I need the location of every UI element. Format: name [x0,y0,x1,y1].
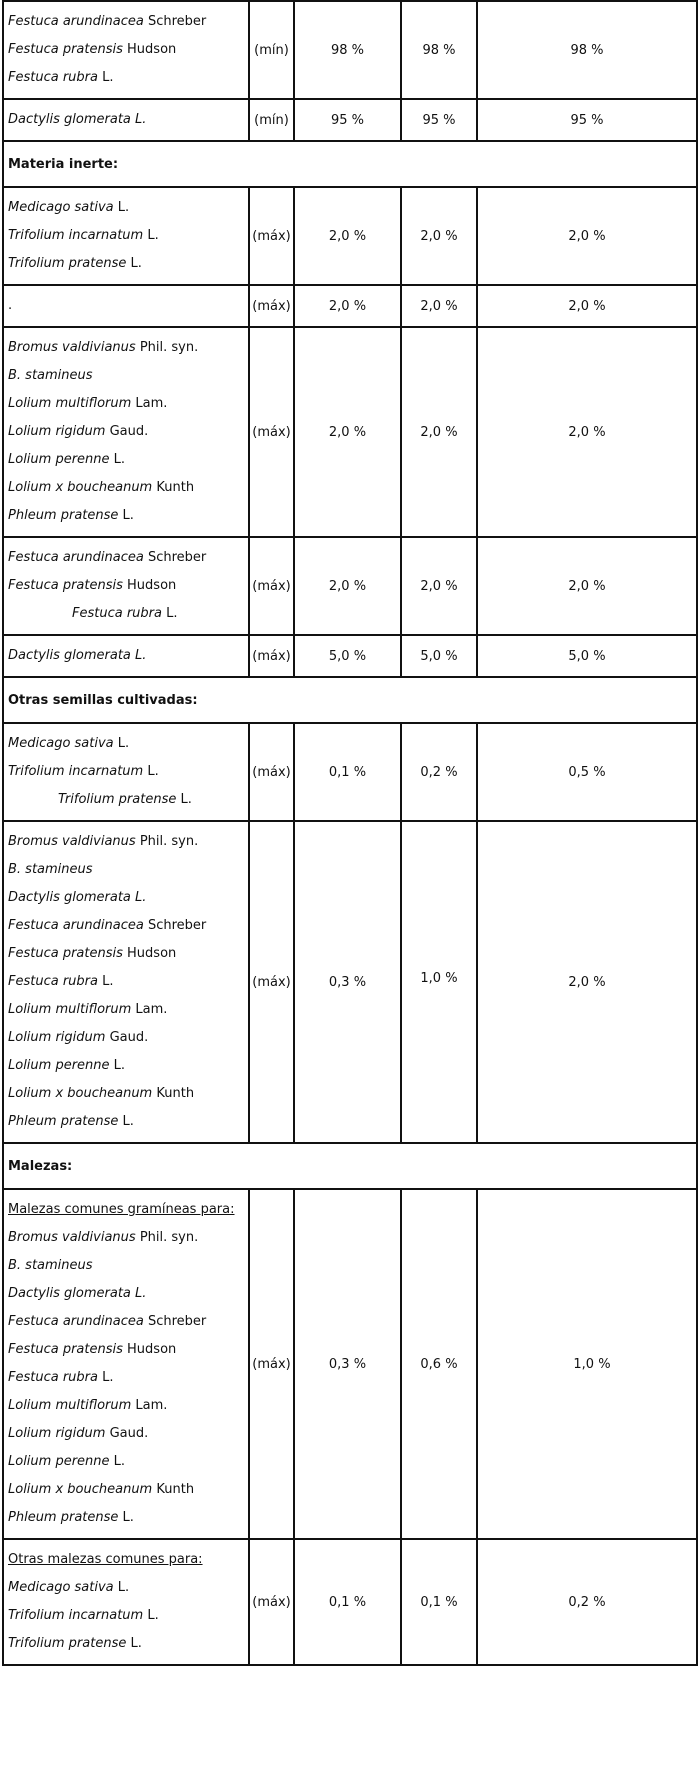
species-name: Dactylis glomerata L. [8,112,147,127]
species-name: Festuca rubra [8,70,98,85]
species-author: Phil. syn. [139,340,199,355]
species-name: Medicago sativa [8,200,114,215]
table-row [3,187,697,285]
species-author: Schreber [147,14,207,29]
value-cell-v2 [401,1189,477,1539]
seed-quality-table [2,0,698,1666]
species-name: Bromus valdivianus [8,834,136,849]
species-author: Hudson [127,578,177,593]
value-text: 2,0 % [328,424,367,440]
table-row [3,99,697,141]
species-line [8,446,248,474]
value-cell-v2 [401,327,477,537]
species-name: Trifolium incarnatum [8,1608,144,1623]
species-line [8,912,248,940]
species-line [8,544,248,572]
species-line [8,1280,248,1308]
species-line [8,1574,248,1602]
value-text: 2,0 % [568,578,606,594]
species-name: Phleum pratense [8,508,119,523]
species-line [8,194,248,222]
species-line [8,1224,248,1252]
species-name: Dactylis glomerata L. [8,890,147,905]
species-name: Medicago sativa [8,1580,114,1595]
table-row [3,635,697,677]
value-text: 2,0 % [328,228,367,244]
value-text: 2,0 % [568,424,606,440]
species-name: B. stamineus [8,368,93,383]
section-row [3,141,697,187]
limit-cell: (máx) [249,723,294,821]
species-line [8,1308,248,1336]
value-text: 5,0 % [328,648,367,664]
table-row [3,1189,697,1539]
table-row [3,1,697,99]
species-line [8,8,248,36]
value-text: 2,0 % [420,228,458,244]
species-line [8,418,248,446]
species-line [8,1602,248,1630]
species-name: Festuca arundinacea [8,918,144,933]
value-cell-v1 [294,1189,401,1539]
species-name: Lolium multiflorum [8,1002,132,1017]
value-cell-v1 [294,285,401,327]
species-cell [3,821,249,1143]
species-name: Lolium rigidum [8,1030,106,1045]
table-row [3,327,697,537]
value-text: 2,0 % [328,298,367,314]
species-name: Lolium x boucheanum [8,1482,153,1497]
value-text: 2,0 % [420,578,458,594]
species-line [8,884,248,912]
species-author: L. [117,736,130,751]
species-line [8,1336,248,1364]
species-line [8,64,248,92]
value-text: 95 % [570,112,604,128]
species-name: Lolium rigidum [8,1426,106,1441]
species-author: L. [102,1370,114,1385]
value-cell-v1 [294,821,401,1143]
species-cell [3,187,249,285]
species-name: Lolium multiflorum [8,396,132,411]
species-author: L. [113,1058,126,1073]
species-author: L. [147,764,159,779]
value-cell-v2 [401,187,477,285]
species-cell [3,285,249,327]
species-line [8,106,248,134]
species-name: Lolium x boucheanum [8,480,153,495]
species-author: L. [113,1454,126,1469]
species-cell [3,1189,249,1539]
species-line [8,1108,248,1136]
species-cell [3,99,249,141]
species-name: Festuca pratensis [8,578,123,593]
section-title: Malezas: [3,1143,697,1189]
section-row [3,677,697,723]
value-cell-v1 [294,537,401,635]
group-heading: Malezas comunes gramíneas para: [8,1202,235,1217]
species-cell [3,1539,249,1665]
section-title: Otras semillas cultivadas: [3,677,697,723]
species-name: Trifolium pratense [58,792,177,807]
species-line [8,642,248,670]
species-name: Festuca rubra [72,606,162,621]
species-name: Festuca arundinacea [8,1314,144,1329]
species-name: Trifolium incarnatum [8,228,144,243]
value-text: 98 % [330,42,365,58]
species-author: L. [166,606,178,621]
species-author: Lam. [135,1398,168,1413]
species-author: L. [130,256,142,271]
species-name: Medicago sativa [8,736,114,751]
species-author: L. [147,1608,159,1623]
value-text: 0,1 % [328,1594,367,1610]
table-row [3,723,697,821]
species-author: L. [117,1580,130,1595]
species-line [8,1024,248,1052]
species-name: Festuca pratensis [8,1342,123,1357]
species-name: Festuca arundinacea [8,550,144,565]
value-cell-v3 [477,1189,697,1539]
value-cell-v3 [477,187,697,285]
species-name: Phleum pratense [8,1510,119,1525]
species-author: Kunth [156,480,195,495]
species-author: Gaud. [109,424,149,439]
species-author: L. [102,974,114,989]
value-cell-v3 [477,99,697,141]
species-line [8,334,248,362]
value-text: 1,0 % [573,1356,611,1372]
value-cell-v2 [401,821,477,1143]
species-line [8,572,248,600]
value-cell-v3 [477,821,697,1143]
species-line [8,730,248,758]
value-cell-v1 [294,635,401,677]
species-author: L. [102,70,114,85]
species-author: Kunth [156,1482,195,1497]
species-cell [3,723,249,821]
species-line [8,828,248,856]
species-line [8,968,248,996]
species-name: Bromus valdivianus [8,340,136,355]
value-text: 0,1 % [328,764,367,780]
species-author: Gaud. [109,1030,149,1045]
value-text: 0,3 % [328,1356,367,1372]
value-cell-v1 [294,723,401,821]
value-cell-v2 [401,1539,477,1665]
species-line [8,600,248,628]
limit-cell: (máx) [249,285,294,327]
species-name: Trifolium pratense [8,1636,127,1651]
species-author: L. [122,1510,134,1525]
species-line [8,222,248,250]
species-author: L. [180,792,192,807]
value-text: 2,0 % [328,578,367,594]
species-line [8,856,248,884]
species-name: Festuca rubra [8,974,98,989]
table-row [3,821,697,1143]
value-cell-v3 [477,723,697,821]
value-cell-v3 [477,1,697,99]
table-body [3,1,697,1665]
species-author: Hudson [127,1342,177,1357]
species-name: Festuca pratensis [8,42,123,57]
species-name: Lolium rigidum [8,424,106,439]
species-line [8,1420,248,1448]
value-cell-v2 [401,1,477,99]
limit-cell: (máx) [249,327,294,537]
value-text: 0,2 % [420,764,458,780]
value-text: 98 % [422,42,456,58]
species-name: Trifolium incarnatum [8,764,144,779]
species-cell [3,635,249,677]
value-text: 2,0 % [568,974,606,990]
value-cell-v1 [294,327,401,537]
group-heading: Otras malezas comunes para: [8,1552,203,1567]
species-cell [3,327,249,537]
species-line [8,1052,248,1080]
species-line [8,1504,248,1532]
limit-cell: (máx) [249,187,294,285]
species-line [8,36,248,64]
value-cell-v3 [477,1539,697,1665]
value-text: 2,0 % [568,298,606,314]
species-author: . [8,298,13,313]
species-author: Schreber [147,918,207,933]
species-line [8,362,248,390]
value-text: 5,0 % [420,648,458,664]
species-name: Dactylis glomerata L. [8,648,147,663]
section-title: Materia inerte: [3,141,697,187]
value-text: 0,2 % [568,1594,606,1610]
species-author: Hudson [127,42,177,57]
value-text: 2,0 % [420,424,458,440]
species-author: L. [122,508,134,523]
species-line [8,1080,248,1108]
species-line [8,1364,248,1392]
value-cell-v1 [294,99,401,141]
species-name: Lolium perenne [8,1454,110,1469]
species-name: Festuca arundinacea [8,14,144,29]
species-author: L. [113,452,126,467]
species-line [8,292,248,320]
limit-cell: (máx) [249,821,294,1143]
value-text: 98 % [570,42,604,58]
species-name: B. stamineus [8,862,93,877]
value-cell-v3 [477,285,697,327]
value-text: 2,0 % [568,228,606,244]
species-name: Bromus valdivianus [8,1230,136,1245]
species-line [8,1476,248,1504]
species-author: Phil. syn. [139,834,199,849]
species-line [8,940,248,968]
limit-cell: (máx) [249,635,294,677]
value-cell-v3 [477,537,697,635]
species-author: Lam. [135,396,168,411]
species-author: L. [147,228,159,243]
limit-cell: (mín) [249,1,294,99]
value-cell-v2 [401,285,477,327]
limit-cell: (máx) [249,537,294,635]
limit-cell: (máx) [249,1189,294,1539]
species-author: Phil. syn. [139,1230,199,1245]
value-cell-v2 [401,635,477,677]
species-name: Lolium perenne [8,452,110,467]
species-cell [3,1,249,99]
value-text: 2,0 % [420,298,458,314]
species-author: Lam. [135,1002,168,1017]
species-author: Kunth [156,1086,195,1101]
species-line [8,502,248,530]
value-text: 0,6 % [420,1356,458,1372]
value-cell-v2 [401,723,477,821]
limit-cell: (mín) [249,99,294,141]
species-author: L. [122,1114,134,1129]
species-name: Festuca rubra [8,1370,98,1385]
species-author: Schreber [147,550,207,565]
value-text: 95 % [422,112,456,128]
species-author: Gaud. [109,1426,149,1441]
species-name: Dactylis glomerata L. [8,1286,147,1301]
section-row [3,1143,697,1189]
limit-cell: (máx) [249,1539,294,1665]
species-author: Hudson [127,946,177,961]
species-line [8,1630,248,1658]
value-cell-v3 [477,635,697,677]
value-text: 95 % [330,112,365,128]
value-cell-v2 [401,537,477,635]
species-author: L. [130,1636,142,1651]
species-author: Schreber [147,1314,207,1329]
value-cell-v1 [294,1,401,99]
value-text: 1,0 % [420,970,458,986]
species-name: Lolium multiflorum [8,1398,132,1413]
species-cell [3,537,249,635]
species-line [8,786,248,814]
value-cell-v1 [294,187,401,285]
value-cell-v3 [477,327,697,537]
value-text: 0,1 % [420,1594,458,1610]
species-line [8,390,248,418]
value-text: 0,5 % [568,764,606,780]
species-name: Lolium x boucheanum [8,1086,153,1101]
species-name: Trifolium pratense [8,256,127,271]
species-name: B. stamineus [8,1258,93,1273]
table-row [3,285,697,327]
value-cell-v2 [401,99,477,141]
table-row [3,537,697,635]
species-line [8,250,248,278]
value-text: 0,3 % [328,974,367,990]
species-line [8,1252,248,1280]
species-line [8,1392,248,1420]
value-text: 5,0 % [568,648,606,664]
species-line [8,1448,248,1476]
species-author: L. [117,200,130,215]
table-row [3,1539,697,1665]
species-name: Festuca pratensis [8,946,123,961]
species-line [8,758,248,786]
species-line [8,996,248,1024]
value-cell-v1 [294,1539,401,1665]
species-name: Lolium perenne [8,1058,110,1073]
species-line [8,474,248,502]
species-name: Phleum pratense [8,1114,119,1129]
